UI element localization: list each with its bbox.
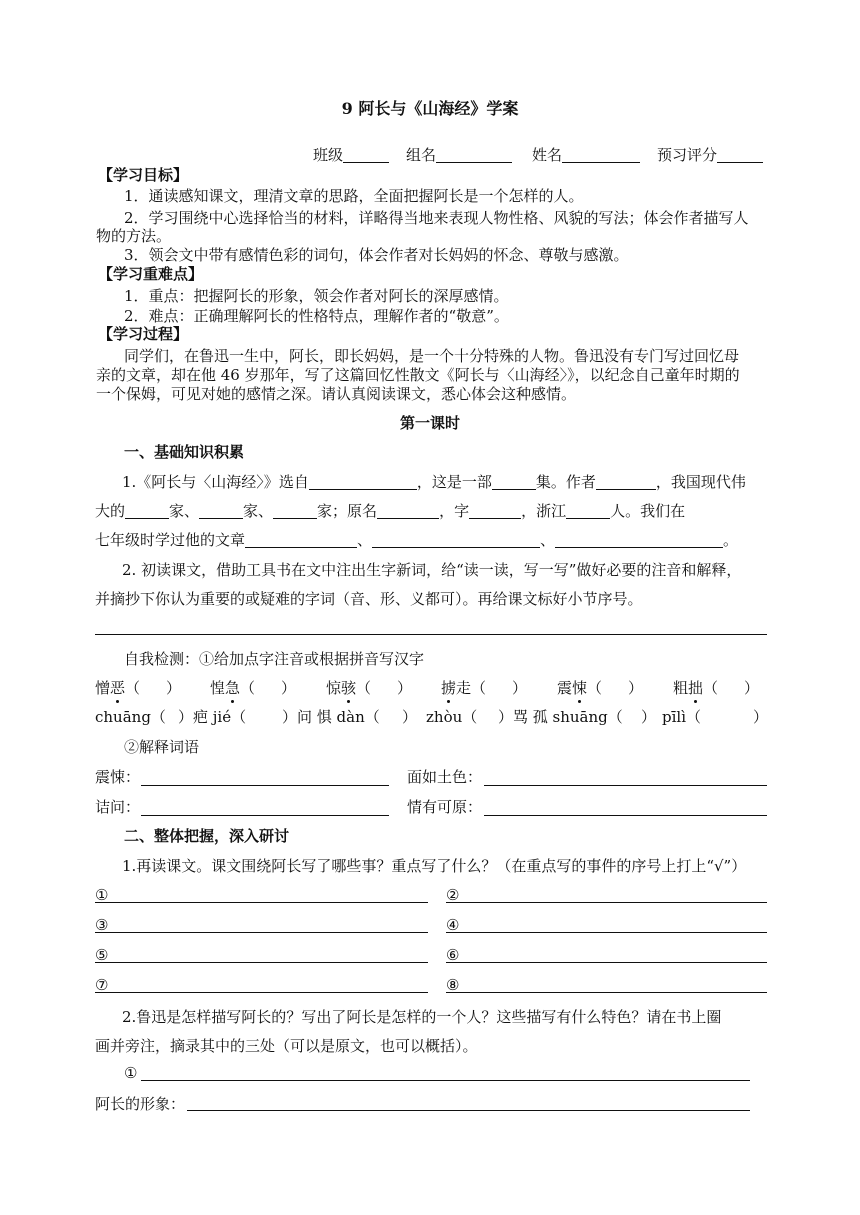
answer-line[interactable] xyxy=(141,785,389,786)
pinyin-item: zhòu（ xyxy=(426,708,478,726)
pinyin-item: 掳走（ ） xyxy=(441,679,528,697)
pinyin-item: ）疤 jié（ xyxy=(178,708,247,726)
event-number: ③ xyxy=(95,916,109,934)
answer-line[interactable] xyxy=(95,634,767,635)
question-description: 2.鲁迅是怎样描写阿长的？写出了阿长是怎样的一个人？这些描写有什么特色？请在书上圈 xyxy=(122,1008,722,1026)
question-events: 1.再读课文。课文围绕阿长写了哪些事？重点写了什么？（在重点写的事件的序号上打上“√”） xyxy=(122,857,747,875)
event-number: ① xyxy=(95,886,109,904)
class-label: 班级 xyxy=(313,146,344,164)
answer-blank[interactable] xyxy=(199,502,243,519)
pinyin-item: ） xyxy=(641,708,657,726)
score-label: 预习评分 xyxy=(657,146,718,164)
process-text: 亲的文章，却在他 46 岁那年，写了这篇回忆性散文《阿长与〈山海经〉》，以纪念自己童年时期的 xyxy=(96,366,740,384)
key-points-heading: 【学习重难点】 xyxy=(98,265,204,283)
answer-blank[interactable] xyxy=(469,502,521,519)
pinyin-item: 震悚（ ） xyxy=(557,679,644,697)
pinyin-item: chuāng（ xyxy=(95,708,166,726)
goal-item: 1．通读感知课文，理清文章的思路，全面把握阿长是一个怎样的人。 xyxy=(124,187,584,205)
answer-blank[interactable] xyxy=(245,531,357,548)
group-field[interactable] xyxy=(406,145,512,165)
pinyin-item: 粗拙（ ） xyxy=(673,679,760,697)
excerpt-number: ① xyxy=(124,1064,138,1082)
pinyin-item: ）问 惧 dàn（ xyxy=(282,708,380,726)
answer-line[interactable] xyxy=(446,932,767,933)
event-number: ⑧ xyxy=(446,976,460,994)
process-heading: 【学习过程】 xyxy=(98,325,189,343)
answer-line[interactable] xyxy=(446,992,767,993)
pinyin-item: 惊骇（ ） xyxy=(326,679,413,697)
goal-item: 3．领会文中带有感情色彩的词句，体会作者对长妈妈的怀念、尊敬与感激。 xyxy=(124,246,629,264)
fill-question-line3: 七年级时学过他的文章 、 、 。 xyxy=(95,531,739,549)
term-label: 面如土色： xyxy=(407,768,483,786)
answer-line[interactable] xyxy=(484,785,767,786)
self-check-label: 自我检测：①给加点字注音或根据拼音写汉字 xyxy=(124,650,425,668)
answer-blank[interactable] xyxy=(125,502,169,519)
question-description: 画并旁注，摘录其中的三处（可以是原文，也可以概括）。 xyxy=(95,1037,478,1055)
answer-line[interactable] xyxy=(141,1080,750,1081)
answer-line[interactable] xyxy=(95,932,428,933)
section-heading-overall: 二、整体把握，深入研讨 xyxy=(124,827,290,845)
goals-heading: 【学习目标】 xyxy=(98,166,189,184)
name-field[interactable] xyxy=(532,145,640,165)
explain-label: ②解释词语 xyxy=(124,738,200,756)
answer-line[interactable] xyxy=(141,815,389,816)
answer-line[interactable] xyxy=(484,815,767,816)
lesson-title: 第一课时 xyxy=(399,414,460,432)
event-number: ⑤ xyxy=(95,946,109,964)
goal-item-continued: 物的方法。 xyxy=(96,227,172,245)
answer-blank[interactable] xyxy=(273,502,317,519)
term-label: 诘问： xyxy=(95,798,141,816)
question-2-line2: 并摘抄下你认为重要的或疑难的字词（音、形、义都可）。再给课文标好小节序号。 xyxy=(95,590,643,608)
section-heading-basics: 一、基础知识积累 xyxy=(124,443,245,461)
question-2-line1: 2. 初读课文，借助工具书在文中注出生字新词，给“读一读，写一写”做好必要的注音和解释， xyxy=(122,561,742,579)
answer-line[interactable] xyxy=(446,962,767,963)
event-number: ④ xyxy=(446,916,460,934)
answer-line[interactable] xyxy=(446,902,767,903)
term-label: 震悚： xyxy=(95,768,141,786)
answer-blank[interactable] xyxy=(372,531,540,548)
event-number: ⑥ xyxy=(446,946,460,964)
answer-line[interactable] xyxy=(187,1110,750,1111)
image-label: 阿长的形象： xyxy=(95,1095,186,1113)
pinyin-item: 憎恶（ ） xyxy=(95,679,182,697)
pinyin-item: ） xyxy=(753,708,769,726)
answer-line[interactable] xyxy=(95,962,428,963)
answer-blank[interactable] xyxy=(377,502,439,519)
score-field[interactable] xyxy=(657,145,763,165)
group-label: 组名 xyxy=(406,146,437,164)
event-number: ⑦ xyxy=(95,976,109,994)
pinyin-item: pīlì（ xyxy=(662,708,701,726)
process-text: 同学们，在鲁迅一生中，阿长，即长妈妈，是一个十分特殊的人物。鲁迅没有专门写过回忆母 xyxy=(124,347,740,365)
process-text: 一个保姆，可见对她的感情之深。请认真阅读课文，悉心体会这种感情。 xyxy=(96,385,577,403)
fill-question-line2: 大的 家、 家、 家；原名 ，字 ，浙江 人。我们在 xyxy=(95,502,686,520)
key-point-item: 2．难点：正确理解阿长的性格特点，理解作者的“敬意”。 xyxy=(124,307,509,325)
page-title: 9 阿长与《山海经》学案 xyxy=(341,99,519,118)
answer-blank[interactable] xyxy=(555,531,723,548)
answer-line[interactable] xyxy=(95,902,428,903)
key-point-item: 1．重点：把握阿长的形象，领会作者对阿长的深厚感情。 xyxy=(124,287,509,305)
answer-blank[interactable] xyxy=(566,502,610,519)
pinyin-item: ） xyxy=(402,708,418,726)
answer-line[interactable] xyxy=(95,992,428,993)
pinyin-item: ）骂 孤 shuāng（ xyxy=(498,708,623,726)
answer-blank[interactable] xyxy=(309,473,417,490)
class-field[interactable] xyxy=(313,145,389,165)
name-label: 姓名 xyxy=(532,146,563,164)
answer-blank[interactable] xyxy=(596,473,656,490)
term-label: 情有可原： xyxy=(407,798,483,816)
answer-blank[interactable] xyxy=(492,473,536,490)
goal-item: 2．学习围绕中心选择恰当的材料，详略得当地来表现人物性格、风貌的写法；体会作者描写人 xyxy=(124,209,749,227)
fill-question-line1: 1.《阿长与〈山海经〉》选自 ，这是一部 集。作者 ，我国现代伟 xyxy=(122,473,746,491)
pinyin-item: 惶急（ ） xyxy=(210,679,297,697)
event-number: ② xyxy=(446,886,460,904)
